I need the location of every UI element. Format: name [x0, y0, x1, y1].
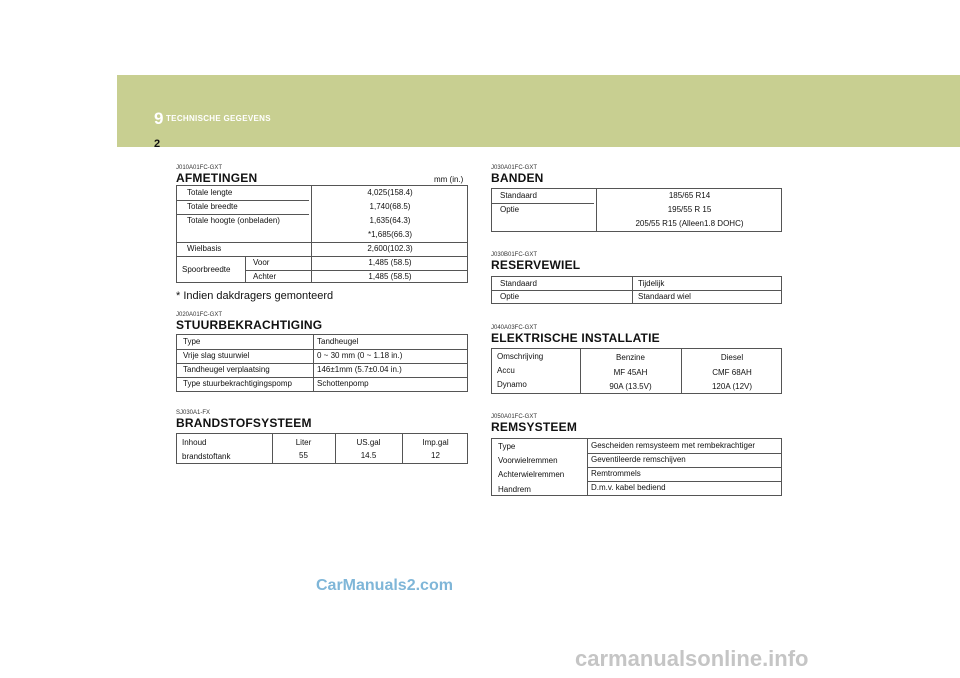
table-cell: Omschrijving — [497, 352, 544, 361]
table-cell: 12 — [431, 451, 440, 460]
table-cell: brandstoftank — [182, 452, 231, 461]
table-cell: Benzine — [616, 353, 645, 362]
elektrisch-title: ELEKTRISCHE INSTALLATIE — [491, 331, 660, 345]
afmetingen-table — [176, 185, 468, 283]
table-cell: Tandheugel verplaatsing — [183, 365, 270, 374]
table-cell: 1,485 (58.5) — [368, 258, 412, 267]
table-cell: Handrem — [498, 485, 531, 494]
table-cell: Standaard — [500, 191, 537, 200]
brandstof-code: SJ030A1-FX — [176, 410, 211, 416]
table-cell: 55 — [299, 451, 308, 460]
table-cell: Diesel — [720, 353, 744, 362]
table-cell: CMF 68AH — [712, 368, 752, 377]
table-cell: Wielbasis — [187, 244, 222, 253]
table-cell: Dynamo — [497, 380, 527, 389]
table-cell: Totale lengte — [187, 188, 233, 197]
footer-watermark: carmanualsonline.info — [575, 646, 809, 671]
table-cell: Schottenpomp — [317, 379, 369, 388]
table-cell: 90A (13.5V) — [609, 382, 652, 391]
page-number: 2 — [154, 138, 161, 150]
table-cell: Type — [183, 337, 201, 346]
elektrisch-code: J040A03FC-GXT — [491, 325, 538, 331]
table-cell: Totale breedte — [187, 202, 238, 211]
table-cell: Inhoud — [182, 438, 207, 447]
table-cell: Type stuurbekrachtigingspomp — [183, 379, 292, 388]
table-cell: 14.5 — [360, 451, 377, 460]
table-cell: Standaard wiel — [638, 292, 691, 301]
reserve-code: J030B01FC-GXT — [491, 252, 538, 258]
table-cell: Gescheiden remsysteem met rembekrachtiger — [591, 441, 756, 450]
watermark-link[interactable]: CarManuals2.com — [316, 577, 453, 594]
table-cell: Voor — [253, 258, 270, 267]
rem-title: REMSYSTEEM — [491, 420, 578, 434]
table-cell: Totale hoogte (onbeladen) — [187, 216, 280, 225]
afmetingen-title: AFMETINGEN — [176, 171, 258, 185]
table-cell: MF 45AH — [613, 368, 648, 377]
banden-code: J030A01FC-GXT — [491, 165, 538, 171]
table-cell: Imp.gal — [422, 438, 449, 447]
table-cell: 120A (12V) — [711, 382, 753, 391]
table-cell: 185/65 R14 — [668, 191, 711, 200]
table-cell: Liter — [295, 438, 312, 447]
afmetingen-unit: mm (in.) — [434, 175, 464, 184]
banden-title: BANDEN — [491, 171, 544, 185]
table-cell: 4,025(158.4) — [367, 188, 413, 197]
table-cell: 1,635(64.3) — [369, 216, 411, 225]
stuur-code: J020A01FC-GXT — [176, 312, 223, 318]
stuur-table — [176, 334, 468, 392]
table-cell: D.m.v. kabel bediend — [591, 483, 666, 492]
brandstof-title: BRANDSTOFSYSTEEM — [176, 416, 312, 430]
table-cell: Type — [498, 442, 516, 451]
table-cell: *1,685(66.3) — [367, 230, 413, 239]
reserve-table — [491, 276, 782, 304]
chapter-number: 9 — [154, 109, 164, 128]
table-cell: Voorwielremmen — [498, 456, 558, 465]
table-cell: Geventileerde remschijven — [591, 455, 686, 464]
afmetingen-code: J010A01FC-GXT — [176, 165, 223, 171]
table-cell: Optie — [500, 292, 520, 301]
table-cell: Optie — [500, 205, 520, 214]
table-cell: Accu — [497, 366, 515, 375]
rem-code: J050A01FC-GXT — [491, 414, 538, 420]
header-bar — [117, 75, 960, 147]
table-cell: Achter — [253, 272, 277, 281]
stuur-title: STUURBEKRACHTIGING — [176, 318, 323, 332]
table-cell: Tandheugel — [317, 337, 359, 346]
chapter-title: TECHNISCHE GEGEVENS — [166, 114, 271, 123]
table-cell: Achterwielremmen — [498, 470, 565, 479]
table-cell: 2,600(102.3) — [367, 244, 413, 253]
table-cell: US.gal — [356, 438, 381, 447]
rem-table — [491, 438, 782, 496]
table-cell: 195/55 R 15 — [667, 205, 712, 214]
table-cell: 205/55 R15 (Alleen1.8 DOHC) — [635, 219, 744, 228]
afmetingen-note: * Indien dakdragers gemonteerd — [176, 290, 334, 302]
table-cell: 1,740(68.5) — [369, 202, 411, 211]
table-cell: 1,485 (58.5) — [368, 272, 412, 281]
table-cell: Remtrommels — [591, 469, 641, 478]
banden-table — [491, 188, 782, 232]
reserve-title: RESERVEWIEL — [491, 258, 581, 272]
table-cell: 146±1mm (5.7±0.04 in.) — [317, 365, 402, 374]
brandstof-table — [176, 433, 468, 464]
table-cell: Standaard — [500, 279, 537, 288]
table-cell: Vrije slag stuurwiel — [183, 351, 250, 360]
elektrisch-table — [491, 348, 782, 394]
table-cell: 0 ~ 30 mm (0 ~ 1.18 in.) — [317, 351, 403, 360]
table-cell: Tijdelijk — [638, 279, 665, 288]
table-cell: Spoorbreedte — [182, 265, 231, 274]
